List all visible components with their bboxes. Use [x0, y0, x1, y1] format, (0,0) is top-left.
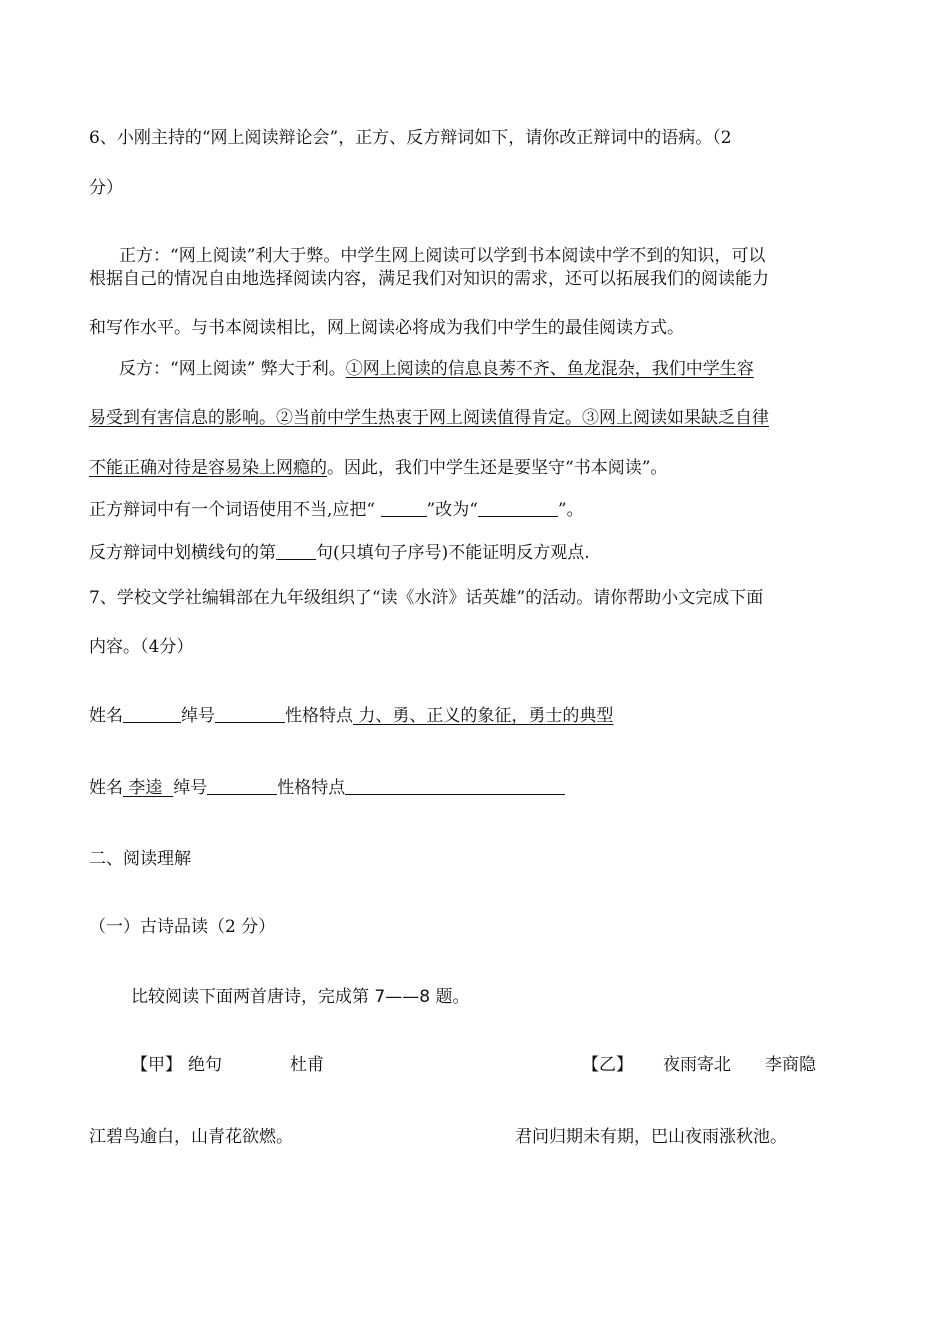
nickname-label: 绰号 [181, 706, 215, 726]
section-title: 二、阅读理解 [89, 849, 191, 869]
sub2-text-a: 反方辩词中划横线句的第 [89, 543, 276, 563]
poem-yi-line1: 君问归期未有期，巴山夜雨涨秋池。 [515, 1127, 787, 1147]
fanfang-line1 [119, 357, 754, 381]
q7-heading-line1: 7、学校文学社编辑部在九年级组织了“读《水浒》话英雄”的活动。请你帮助小文完成下面 [89, 588, 764, 608]
q6-subquestion-1 [89, 498, 584, 522]
name-value: 李逵 [123, 778, 174, 798]
subsection-title: （一）古诗品读（2 分） [89, 917, 276, 937]
answer-blank-nickname[interactable] [215, 704, 285, 723]
trait-label: 性格特点 [277, 778, 346, 798]
nickname-label: 绰号 [173, 778, 208, 798]
answer-blank-nickname-2[interactable] [207, 776, 277, 795]
name-label: 姓名 [89, 778, 123, 798]
intro-text-b: 题。 [430, 987, 470, 1007]
intro-text-a: 比较阅读下面两首唐诗，完成第 [131, 987, 375, 1007]
q6-subquestion-2 [89, 541, 590, 565]
zhengfang-line2: 根据自己的情况自由地选择阅读内容，满足我们对知识的需求，还可以拓展我们的阅读能力 [89, 269, 769, 289]
poem-jia-tag: 【甲】 [131, 1055, 182, 1075]
answer-blank-trait[interactable] [345, 776, 565, 795]
fanfang-underlined-3: 不能正确对待是容易染上网瘾的 [89, 458, 327, 478]
fanfang-underlined-1: ①网上阅读的信息良莠不齐、鱼龙混杂，我们中学生容 [345, 359, 754, 379]
sub1-text-b: ”改为“ [426, 500, 478, 520]
zhengfang-line3: 和写作水平。与书本阅读相比，网上阅读必将成为我们中学生的最佳阅读方式。 [89, 318, 684, 338]
hero-row-2 [89, 776, 565, 800]
poem-yi-title: 夜雨寄北 [663, 1055, 731, 1075]
answer-blank-wrong-word[interactable] [381, 498, 427, 517]
q7-heading-line2: 内容。（4分） [89, 637, 194, 657]
fanfang-suffix: 。因此，我们中学生还是要坚守“书本阅读”。 [327, 458, 668, 478]
answer-blank-correct-word[interactable] [478, 498, 558, 517]
poem-jia-line1: 江碧鸟逾白，山青花欲燃。 [89, 1127, 293, 1147]
q6-heading-line2: 分） [89, 178, 123, 198]
sub1-text-c: ”。 [557, 500, 584, 520]
zhengfang-line1: 正方：“网上阅读”利大于弊。中学生网上阅读可以学到书本阅读中学不到的知识，可以 [119, 246, 766, 266]
poem-jia-author: 杜甫 [290, 1055, 324, 1075]
answer-blank-sentence-number[interactable] [276, 541, 316, 560]
name-label: 姓名 [89, 706, 123, 726]
fanfang-line2 [89, 406, 769, 430]
q6-heading-line1: 6、小刚主持的“网上阅读辩论会”，正方、反方辩词如下，请你改正辩词中的语病。（2 [89, 128, 732, 148]
fanfang-line3 [89, 456, 667, 480]
poem-yi-tag: 【乙】 [582, 1055, 633, 1075]
fanfang-underlined-2: 易受到有害信息的影响。②当前中学生热衷于网上阅读值得肯定。③网上阅读如果缺乏自律 [89, 408, 769, 428]
poem-jia-title: 绝句 [188, 1055, 222, 1075]
answer-blank-name[interactable] [123, 704, 181, 723]
poem-yi-author: 李商隐 [765, 1055, 816, 1075]
hero-row-1 [89, 704, 613, 728]
sub2-text-b: 句(只填句子序号)不能证明反方观点. [316, 543, 590, 563]
trait-value: 力、勇、正义的象征，勇士的典型 [353, 706, 614, 726]
intro-question-range: 7——8 [374, 987, 431, 1007]
fanfang-prefix: 反方：“网上阅读” 弊大于利。 [119, 359, 346, 379]
sub1-text-a: 正方辩词中有一个词语使用不当,应把“ [89, 500, 381, 520]
trait-label: 性格特点 [285, 706, 353, 726]
reading-intro [131, 985, 469, 1009]
